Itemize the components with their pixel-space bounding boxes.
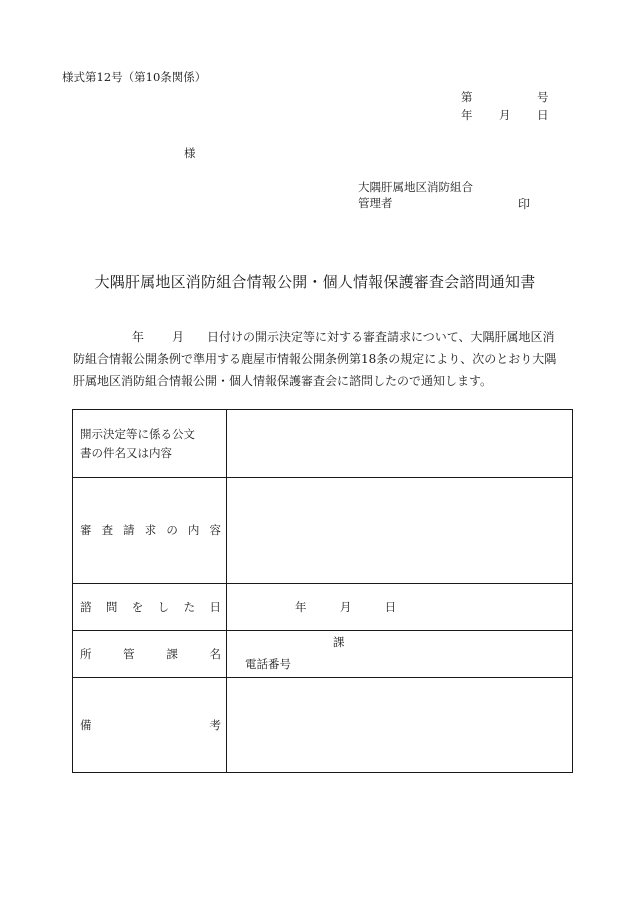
sender-organization: 大隅肝属地区消防組合	[358, 180, 473, 194]
table-row-department	[73, 631, 573, 678]
info-table	[72, 409, 573, 773]
label-char: 管	[123, 646, 135, 661]
label-char: 問	[105, 599, 118, 614]
date-year-label: 年	[461, 108, 473, 122]
label-char: の	[166, 523, 178, 537]
label-char: 諮	[80, 599, 92, 614]
value-document-subject[interactable]	[227, 410, 573, 478]
body-line-2: 防組合情報公開条例で準用する鹿屋市情報公開条例第18条の規定により、次のとおり大隅	[73, 352, 557, 366]
form-number: 様式第12号（第10条関係）	[62, 70, 207, 84]
document-title: 大隅肝属地区消防組合情報公開・個人情報保護審査会諮問通知書	[94, 273, 536, 291]
department-suffix: 課	[333, 635, 345, 649]
label-document-subject	[73, 410, 227, 478]
body-line-3: 肝属地区消防組合情報公開・個人情報保護審査会に諮問したので通知します。	[73, 374, 493, 388]
label-document-subject-line1: 開示決定等に係る公文	[80, 426, 195, 441]
label-char: 容	[209, 523, 221, 537]
doc-number-suffix: 号	[537, 90, 549, 104]
label-char: 請	[123, 523, 135, 537]
label-department	[73, 631, 227, 678]
label-char: 課	[166, 646, 178, 661]
value-remarks[interactable]	[227, 678, 573, 773]
body-year-label: 年	[132, 330, 145, 344]
label-char: 査	[101, 523, 114, 537]
label-char: 備	[80, 717, 92, 732]
sender-role: 管理者	[358, 196, 393, 210]
label-char: 日	[209, 599, 221, 614]
label-inquiry-date	[73, 584, 227, 631]
value-inquiry-date[interactable]	[227, 584, 573, 631]
value-department[interactable]	[227, 631, 573, 678]
body-line-1-text: 日付けの開示決定等に対する審査請求について、大隅肝属地区消	[207, 330, 555, 344]
label-char: 所	[80, 646, 92, 661]
table-row-request-content	[73, 478, 573, 584]
value-request-content[interactable]	[227, 478, 573, 584]
label-char: 名	[209, 646, 221, 661]
date-month-label: 月	[499, 108, 511, 122]
inquiry-year-label: 年	[295, 600, 307, 614]
body-line-1	[73, 328, 555, 345]
table-row-inquiry-date	[73, 584, 573, 631]
addressee-honorific: 様	[184, 146, 196, 160]
phone-number-label: 電話番号	[245, 657, 291, 671]
label-document-subject-line2: 書の件名又は内容	[80, 445, 172, 460]
body-month-label: 月	[172, 330, 185, 344]
label-remarks	[73, 678, 227, 773]
label-char: 審	[80, 523, 92, 537]
label-char: 考	[209, 717, 221, 732]
label-char: 求	[144, 523, 157, 537]
table-row-remarks	[73, 678, 573, 773]
label-char: を	[131, 599, 144, 614]
inquiry-month-label: 月	[339, 600, 352, 614]
label-request-content	[73, 478, 227, 584]
doc-number-prefix: 第	[461, 90, 473, 104]
seal-mark: 印	[518, 197, 531, 211]
table-row-document-subject	[73, 410, 573, 478]
label-char: し	[157, 599, 170, 614]
label-char: た	[183, 599, 196, 614]
inquiry-day-label: 日	[384, 600, 397, 614]
label-char: 内	[187, 523, 200, 537]
date-day-label: 日	[537, 108, 549, 122]
